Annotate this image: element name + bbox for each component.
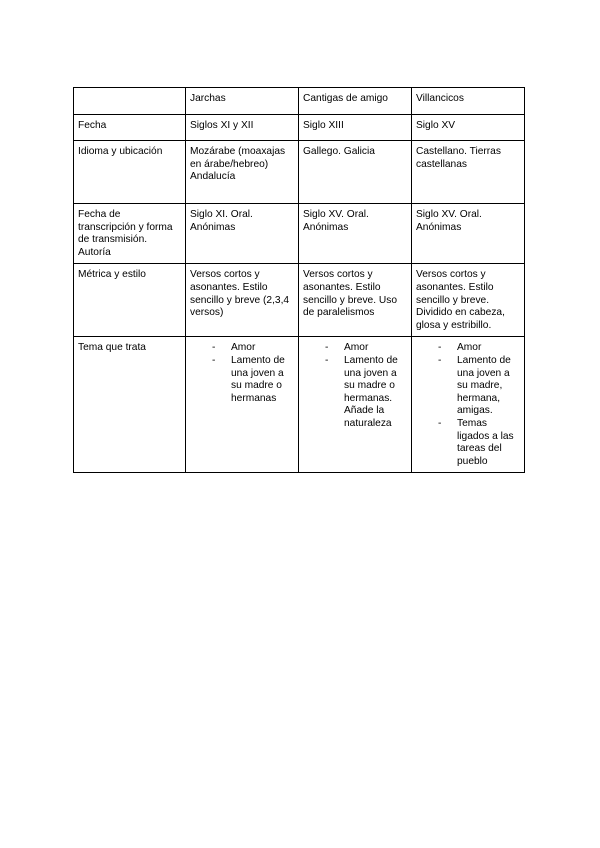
tema-list-jarchas bbox=[190, 342, 294, 405]
table-row-transcripcion bbox=[74, 204, 525, 264]
table-header-row bbox=[74, 88, 525, 115]
row-label-idioma: Idioma y ubicación bbox=[74, 141, 186, 204]
list-item: - Amor bbox=[207, 342, 294, 355]
cell-tema-cantigas bbox=[299, 337, 412, 473]
header-cell-jarchas: Jarchas bbox=[186, 88, 299, 115]
cell-transcripcion-villancicos: Siglo XV. Oral. Anónimas bbox=[412, 204, 525, 264]
cell-idioma-villancicos: Castellano. Tierras castellanas bbox=[412, 141, 525, 204]
cell-idioma-jarchas: Mozárabe (moaxajas en árabe/hebreo) Andalucía bbox=[186, 141, 299, 204]
table-row-idioma bbox=[74, 141, 525, 204]
cell-fecha-cantigas: Siglo XIII bbox=[299, 115, 412, 141]
header-cell-villancicos: Villancicos bbox=[412, 88, 525, 115]
tema-list-cantigas bbox=[303, 342, 407, 430]
row-label-fecha: Fecha bbox=[74, 115, 186, 141]
row-label-transcripcion: Fecha de transcripción y forma de transmisión. Autoría bbox=[74, 204, 186, 264]
list-item: - Lamento de una joven a su madre o hermanas bbox=[207, 355, 294, 405]
header-cell-empty bbox=[74, 88, 186, 115]
cell-metrica-cantigas: Versos cortos y asonantes. Estilo sencillo y breve. Uso de paralelismos bbox=[299, 264, 412, 337]
cell-metrica-jarchas: Versos cortos y asonantes. Estilo sencillo y breve (2,3,4 versos) bbox=[186, 264, 299, 337]
row-label-metrica: Métrica y estilo bbox=[74, 264, 186, 337]
cell-fecha-villancicos: Siglo XV bbox=[412, 115, 525, 141]
cell-idioma-cantigas: Gallego. Galicia bbox=[299, 141, 412, 204]
cell-transcripcion-cantigas: Siglo XV. Oral. Anónimas bbox=[299, 204, 412, 264]
row-label-tema: Tema que trata bbox=[74, 337, 186, 473]
cell-tema-jarchas bbox=[186, 337, 299, 473]
list-item: - Lamento de una joven a su madre o hermanas. Añade la naturaleza bbox=[320, 355, 407, 431]
tema-list-villancicos bbox=[416, 342, 520, 468]
cell-metrica-villancicos: Versos cortos y asonantes. Estilo sencillo y breve. Dividido en cabeza, glosa y estribillo. bbox=[412, 264, 525, 337]
table-row-fecha bbox=[74, 115, 525, 141]
list-item: - Amor bbox=[433, 342, 520, 355]
cell-fecha-jarchas: Siglos XI y XII bbox=[186, 115, 299, 141]
list-item: - Amor bbox=[320, 342, 407, 355]
list-item: - Temas ligados a las tareas del pueblo bbox=[433, 418, 520, 468]
list-item: - Lamento de una joven a su madre, hermana, amigas. bbox=[433, 355, 520, 418]
table-row-metrica bbox=[74, 264, 525, 337]
cell-transcripcion-jarchas: Siglo XI. Oral. Anónimas bbox=[186, 204, 299, 264]
comparison-table bbox=[73, 87, 525, 473]
table-row-tema bbox=[74, 337, 525, 473]
header-cell-cantigas: Cantigas de amigo bbox=[299, 88, 412, 115]
cell-tema-villancicos bbox=[412, 337, 525, 473]
